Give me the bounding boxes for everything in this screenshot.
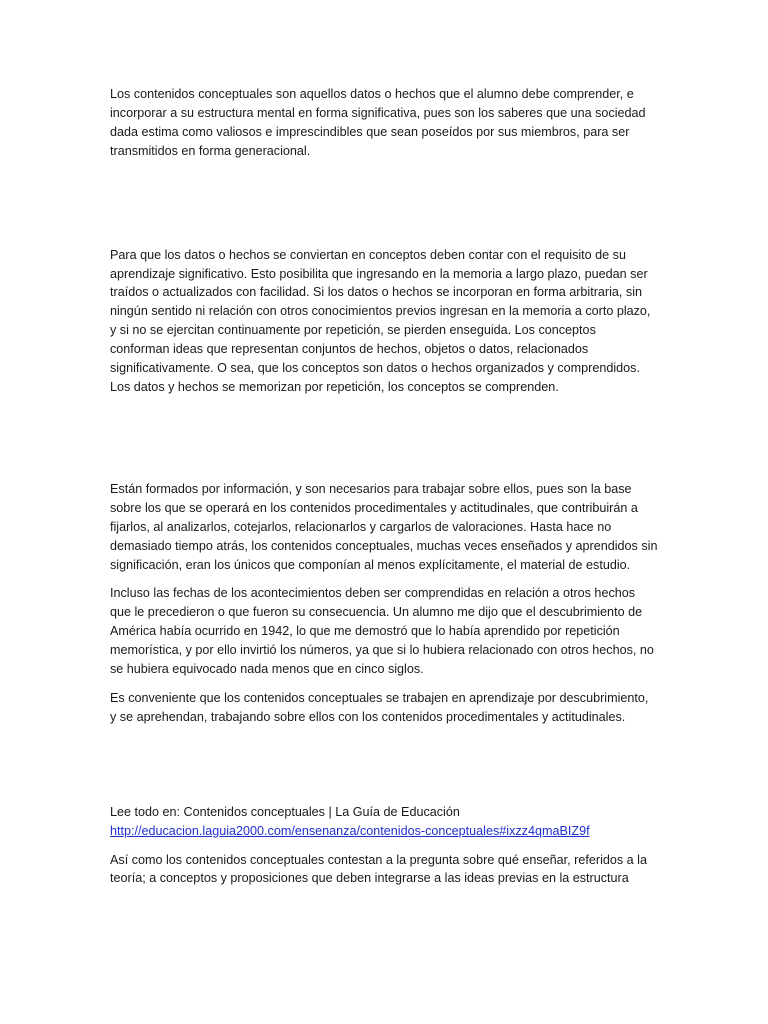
document-page — [110, 85, 658, 888]
paragraph-definition: Los contenidos conceptuales son aquellos datos o hechos que el alumno debe comprender, e incorporar a su estructura mental en forma significativa, pues son los saberes que una sociedad dada estima como valiosos e imprescindibles que sean poseídos por sus miembros, para ser transmitidos en forma generacional. — [110, 87, 646, 158]
paragraph-meaningful-learning: Para que los datos o hechos se conviertan en conceptos deben contar con el requisito de su aprendizaje significativo. Esto posibilita que ingresando en la memoria a largo plazo, puedan ser traídos o actualizados con facilidad. Si los datos o hechos se incorporan en forma arbitraria, sin ningún sentido ni relación con otros conocimientos previos ingresan en la memoria a corto plazo, y si no se ejercitan continuamente por repetición, se pierden enseguida. Los conceptos conforman ideas que representan conjuntos de hechos, objetos o datos, relacionados significativamente. O sea, que los conceptos son datos o hechos organizados y comprendidos. Los datos y hechos se memorizan por repetición, los conceptos se comprenden. — [110, 247, 651, 394]
spacer — [110, 161, 658, 246]
paragraph-discovery-learning: Es conveniente que los contenidos conceptuales se trabajen en aprendizaje por descubrimiento, y se aprehendan, trabajando sobre ellos con los contenidos procedimentales y actitudinales. — [110, 690, 649, 724]
paragraph-what-to-teach: Así como los contenidos conceptuales contestan a la pregunta sobre qué enseñar, referidos a la teoría; a conceptos y proposiciones que deben integrarse a las ideas previas en la estructura — [110, 852, 647, 886]
spacer — [110, 397, 658, 480]
paragraph-information: Están formados por información, y son necesarios para trabajar sobre ellos, pues son la base sobre los que se operará en los contenidos procedimentales y actitudinales, que contribuirán a fijarlos, al analizarlos, cotejarlos, relacionarlos y cargarlos de valoraciones. Hasta hace no demasiado tiempo atrás, los contenidos conceptuales, muchas veces enseñados y aprendidos sin significación, eran los únicos que componían al menos explícitamente, el material de estudio. — [110, 481, 658, 572]
spacer — [110, 841, 658, 851]
spacer — [110, 679, 658, 689]
source-link[interactable]: http://educacion.laguia2000.com/ensenanza/contenidos-conceptuales#ixzz4qmaBIZ9f — [110, 823, 590, 838]
paragraph-dates-example: Incluso las fechas de los acontecimientos deben ser comprendidas en relación a otros hechos que le precedieron o que fueron su consecuencia. Un alumno me dijo que el descubrimiento de América había ocurrido en 1942, lo que me demostró que lo había aprendido por repetición memorística, y por ello invirtió los números, ya que si lo hubiera relacionado con otros hechos, no se hubiera equivocado nada menos que en cinco siglos. — [110, 586, 654, 677]
source-attribution — [110, 803, 658, 841]
spacer — [110, 574, 658, 584]
source-line: Lee todo en: Contenidos conceptuales | La Guía de Educación — [110, 804, 460, 819]
spacer — [110, 727, 658, 803]
